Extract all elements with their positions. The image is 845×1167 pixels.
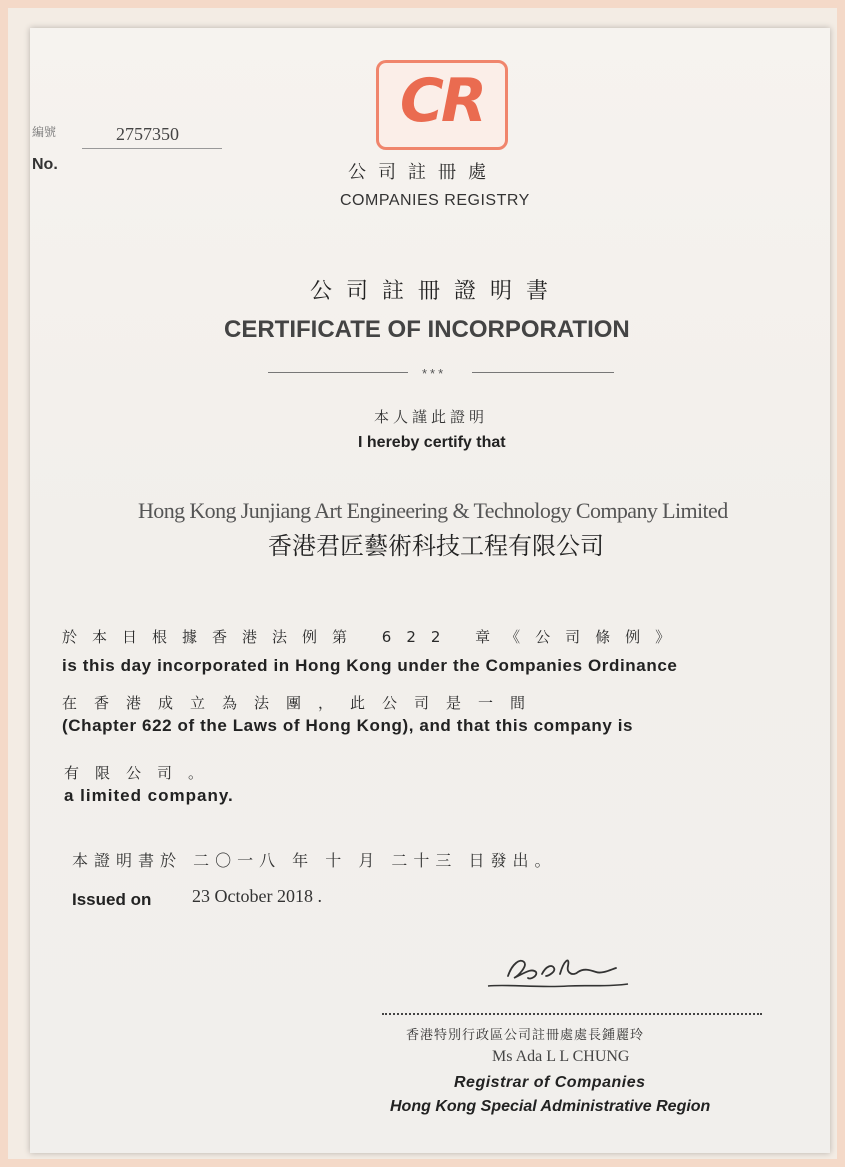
body-line1-en: is this day incorporated in Hong Kong under the Companies Ordinance [62, 656, 678, 675]
divider-right [472, 372, 614, 373]
signatory-region-en: Hong Kong Special Administrative Region [390, 1098, 711, 1115]
registry-name-en: COMPANIES REGISTRY [340, 192, 530, 209]
registry-name-zh: 公司註冊處 [348, 162, 498, 183]
number-underline [82, 148, 222, 149]
certificate-title-en: CERTIFICATE OF INCORPORATION [224, 316, 630, 343]
issued-zh: 本證明書於 二〇一八 年 十 月 二十三 日發出。 [72, 851, 557, 870]
body-line2-en: (Chapter 622 of the Laws of Hong Kong), and that this company is [62, 716, 634, 735]
divider-left [268, 372, 408, 373]
signature-line [382, 1013, 762, 1015]
certify-en: I hereby certify that [358, 434, 506, 451]
signatory-name-en: Ms Ada L L CHUNG [492, 1048, 630, 1065]
certify-zh: 本人謹此證明 [374, 408, 489, 426]
registrar-signature [478, 946, 638, 996]
body-line2-zh: 在香港成立為法團，此公司是一間 [62, 694, 543, 712]
body-line3-zh: 有限公司。 [64, 764, 220, 782]
company-name-en: Hong Kong Junjiang Art Engineering & Technology Company Limited [138, 498, 728, 523]
signatory-role-en: Registrar of Companies [454, 1074, 646, 1091]
number-label-zh: 編號 [32, 125, 57, 139]
body-line3-en: a limited company. [64, 786, 234, 805]
body-line1-zh: 於本日根據香港法例第 622 章《公司條例》 [62, 628, 686, 646]
signatory-title-zh: 香港特別行政區公司註冊處處長鍾麗玲 [406, 1028, 645, 1043]
issued-label-en: Issued on [72, 890, 152, 909]
logo-text: CR [399, 66, 485, 136]
registration-number: 2757350 [116, 124, 179, 144]
number-label-en: No. [32, 156, 58, 173]
divider-stars: *** [422, 366, 447, 381]
certificate-title-zh: 公司註冊證明書 [310, 279, 563, 304]
company-name-zh: 香港君匠藝術科技工程有限公司 [268, 532, 604, 560]
issued-date-en: 23 October 2018 . [192, 886, 322, 906]
companies-registry-logo [376, 60, 508, 150]
certificate-paper [30, 28, 830, 1153]
